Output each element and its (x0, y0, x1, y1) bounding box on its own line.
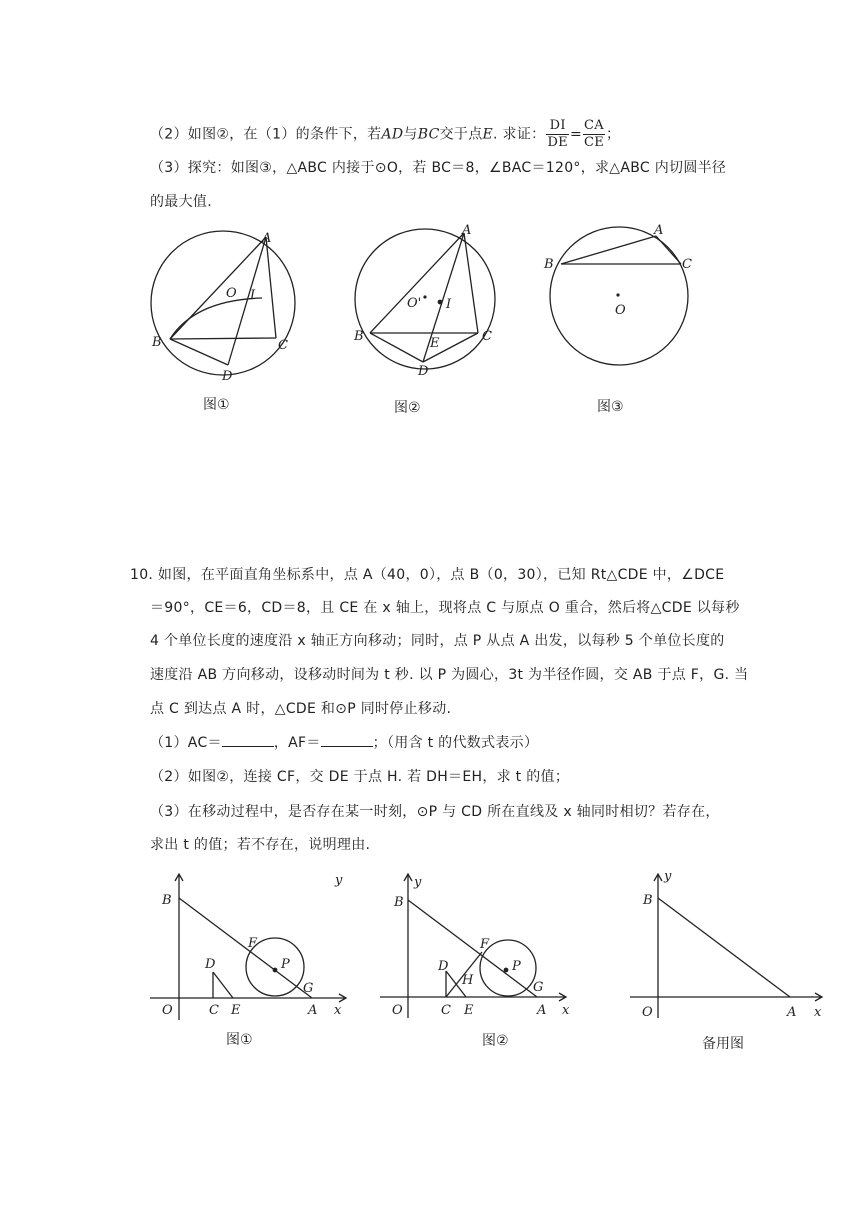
label-b: B (162, 893, 172, 908)
q10-line-1: 10. 如图，在平面直角坐标系中，点 A（40，0），点 B（0，30），已知 Rt△CDE 中，∠DCE (130, 567, 725, 583)
frac-numerator: DI (546, 118, 569, 135)
label-c: C (278, 338, 288, 353)
label-h: H (462, 973, 474, 988)
segment-ab (370, 233, 464, 333)
label-c: C (682, 257, 692, 272)
q10-part1-suffix: ；（用含 t 的代数式表示） (372, 735, 539, 751)
q10-part3-line1: （3）在移动过程中，是否存在某一时刻，⊙P 与 CD 所在直线及 x 轴同时相切？若存在， (150, 804, 720, 820)
fraction-di-de (546, 118, 569, 151)
segment-ac (464, 233, 478, 333)
label-b: B (544, 257, 554, 272)
label-y: y (664, 869, 672, 884)
arc-db (170, 298, 262, 339)
q10-figure-2 (380, 866, 580, 1061)
figure-caption: 图① (203, 397, 230, 413)
label-p: P (281, 957, 290, 972)
q9-part2-e: E (482, 126, 494, 143)
label-i: I (446, 297, 452, 312)
segment-ba (179, 898, 312, 998)
point-p (504, 968, 509, 973)
figure-caption: 图② (482, 1033, 509, 1049)
point-i (438, 300, 443, 305)
q10-part3-line2: 求出 t 的值；若不存在，说明理由. (150, 837, 371, 853)
segment-ba (658, 898, 790, 997)
q9-figure-1 (140, 225, 320, 415)
answer-blank-ac[interactable] (222, 734, 274, 747)
label-p: P (512, 959, 521, 974)
label-y: y (335, 873, 343, 888)
label-o: O (642, 1005, 653, 1020)
label-d: D (222, 369, 233, 384)
circle-o (355, 229, 495, 369)
label-f: F (480, 937, 490, 952)
q9-part2-mid1: 与 (403, 126, 418, 143)
label-d: D (205, 957, 216, 972)
segment-ba (561, 236, 656, 264)
q10-line-5: 点 C 到达点 A 时，△CDE 和⊙P 同时停止移动. (150, 701, 452, 717)
figure-caption: 图② (394, 400, 421, 416)
q9-part2-line (150, 118, 620, 151)
label-g: G (533, 980, 544, 995)
point-o (616, 293, 619, 296)
fraction-ca-ce (583, 118, 605, 151)
label-b: B (152, 335, 162, 350)
label-e: E (464, 1003, 474, 1018)
q10-line-4: 速度沿 AB 方向移动，设移动时间为 t 秒. 以 P 为圆心，3t 为半径作圆，交 AB 于点 F，G. 当 (150, 667, 749, 683)
q9-part2-mid2: 交于点 (439, 126, 483, 143)
q9-part3-line2: 的最大值. (150, 194, 212, 210)
label-a: A (462, 223, 472, 238)
label-a: A (537, 1003, 547, 1018)
frac-denominator: DE (547, 135, 568, 150)
label-e: E (430, 336, 440, 351)
equals-sign: = (569, 126, 582, 143)
point-o (423, 295, 426, 298)
q9-part2-prefix: （2）如图②，在（1）的条件下，若 (150, 126, 382, 143)
label-o: O (392, 1003, 403, 1018)
label-c: C (441, 1003, 451, 1018)
label-e: E (231, 1003, 241, 1018)
segment-ac (656, 236, 681, 264)
q10-figure-1 (150, 868, 360, 1063)
label-f: F (248, 936, 258, 951)
q9-part2-ad: AD (381, 126, 404, 143)
figure-caption: 备用图 (702, 1036, 744, 1052)
segment-bd (170, 339, 228, 365)
q10-line-3: 4 个单位长度的速度沿 x 轴正方向移动；同时，点 P 从点 A 出发，以每秒 5 个单位长度的 (150, 633, 725, 649)
q9-figure-2 (350, 222, 530, 417)
answer-blank-af[interactable] (321, 734, 373, 747)
q9-part2-end: ； (606, 126, 621, 143)
q10-line-2: ＝90°，CE＝6，CD＝8，且 CE 在 x 轴上，现将点 C 与原点 O 重合，然后将△CDE 以每秒 (150, 600, 740, 616)
label-c: C (482, 329, 492, 344)
q9-part2-bc: BC (417, 126, 440, 143)
label-x: x (334, 1003, 342, 1018)
frac-denominator: CE (583, 135, 605, 150)
label-o: O (162, 1003, 173, 1018)
label-a: A (654, 223, 664, 238)
label-o: O (615, 303, 626, 318)
q10-figure-spare (630, 866, 840, 1066)
figure-caption: 图③ (597, 399, 624, 415)
label-g: G (303, 981, 314, 996)
frac-numerator: CA (584, 118, 604, 133)
q10-part2-line: （2）如图②，连接 CF，交 DE 于点 H. 若 DH＝EH，求 t 的值； (150, 769, 570, 785)
figure-caption: 图① (226, 1032, 253, 1048)
point-p (273, 968, 278, 973)
label-a: A (787, 1005, 797, 1020)
label-y: y (414, 875, 422, 890)
label-x: x (814, 1005, 822, 1020)
q10-part1-mid: ，AF＝ (273, 735, 321, 751)
segment-bd (370, 333, 423, 362)
segment-de (213, 972, 233, 998)
label-a: A (262, 231, 272, 246)
label-b: B (354, 329, 364, 344)
label-b: B (394, 895, 404, 910)
label-c: C (209, 1003, 219, 1018)
label-i: I (250, 288, 256, 303)
q10-part1-line (150, 732, 538, 752)
label-x: x (562, 1003, 570, 1018)
q9-part2-mid3: . 求证： (493, 126, 546, 143)
segment-bc (170, 338, 276, 339)
label-o: O (226, 286, 237, 301)
q10-part1-prefix: （1）AC＝ (150, 735, 222, 751)
q9-figure-3 (540, 222, 710, 417)
label-o-prime: O' (407, 296, 422, 311)
q9-part3-line1: （3）探究：如图③，△ABC 内接于⊙O，若 BC＝8，∠BAC＝120°，求△ABC 内切圆半径 (150, 160, 727, 176)
label-d: D (418, 364, 429, 379)
label-a: A (308, 1003, 318, 1018)
label-b: B (643, 893, 653, 908)
label-d: D (438, 959, 449, 974)
